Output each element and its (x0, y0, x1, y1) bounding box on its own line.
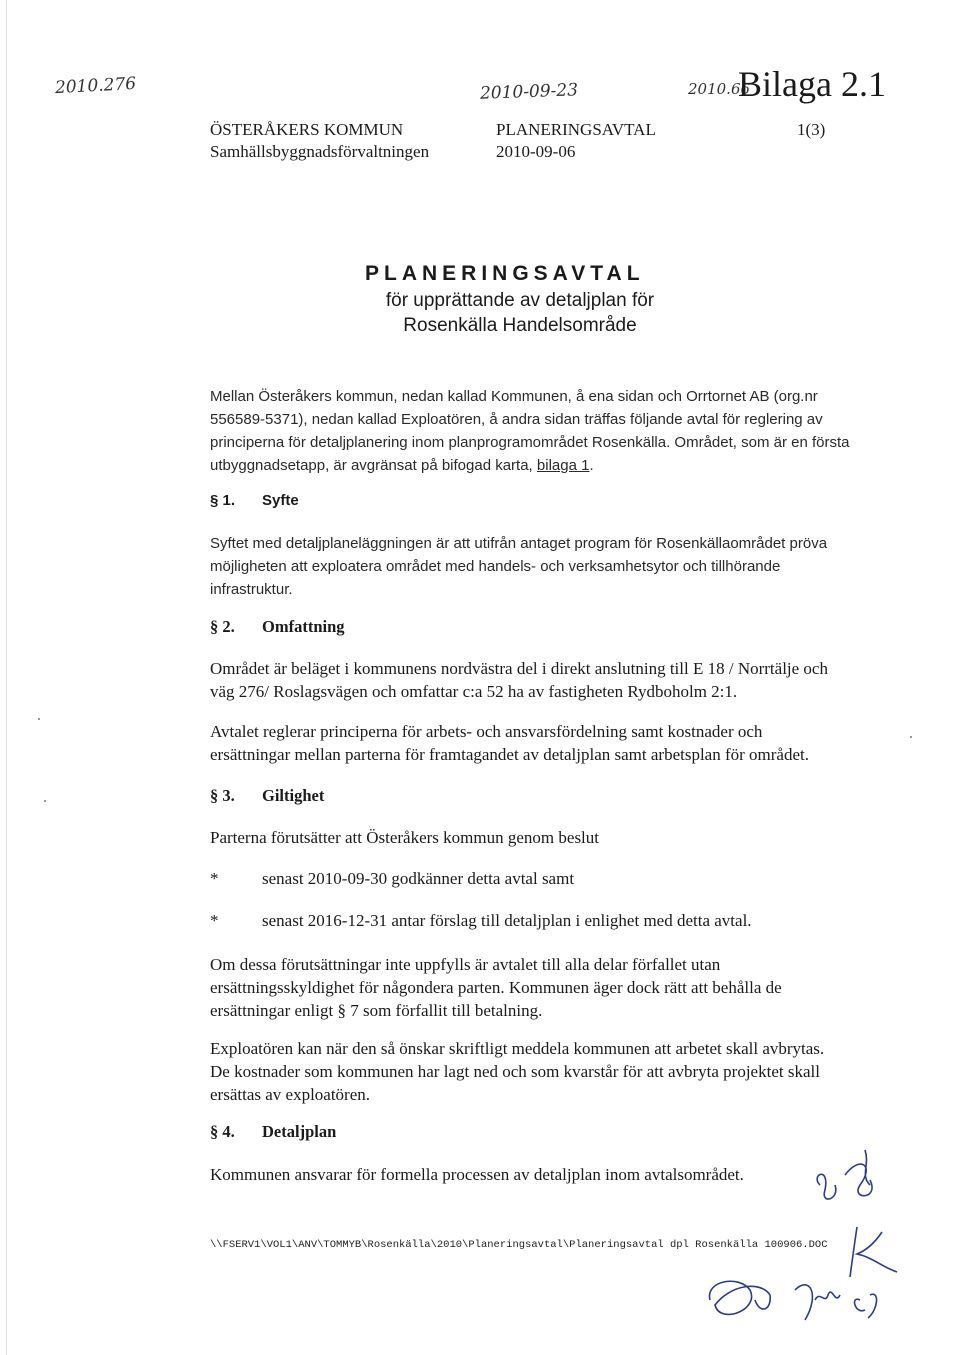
scan-edge (6, 0, 7, 1355)
bullet-marker: * (210, 869, 219, 888)
page-number: 1(3) (797, 120, 826, 139)
initials-signature-top (800, 1145, 890, 1225)
section-3-bullet-1: senast 2010-09-30 godkänner detta avtal samt (262, 869, 575, 888)
section-3-paragraph-2: Om dessa förutsättningar inte uppfylls är avtalet till alla delar förfallet utan ersättningsskyldighet för någondera parten. Kommunen äger dock rätt att behålla de ersättningar enligt § 7 som förfallit till betalning. (210, 955, 782, 1020)
section-2-heading: § 2. Omfattning (210, 617, 345, 636)
section-3-heading: § 3. Giltighet (210, 786, 325, 805)
document-subtitle-area: Rosenkälla Handelsområde (403, 315, 637, 336)
section-2-paragraph-2: Avtalet reglerar principerna för arbets- och ansvarsfördelning samt kostnader och ersättningar mellan parterna för framtagandet av detaljplan samt arbetsplan för området. (210, 722, 809, 764)
intro-paragraph: Mellan Österåkers kommun, nedan kallad Kommunen, å ena sidan och Orrtornet AB (org.nr 556589-5371), nedan kallad Exploatören, å andra sidan träffas följande avtal för reglering av principerna för detaljplanering inom planprogramområdet Rosenkälla. Området, som är en första utbyggnadsetapp, är avgränsat på bifogad karta, bilaga 1. (210, 388, 850, 474)
document-subtitle: för upprättande av detaljplan för (385, 290, 655, 311)
handwritten-annotation-left: 2010.276 (54, 73, 137, 99)
signature-bottom (700, 1260, 900, 1335)
handwritten-annotation-right: 2010.66 (688, 80, 751, 98)
section-1-heading: § 1. Syfte (210, 492, 299, 509)
section-3-paragraph-1: Parterna förutsätter att Österåkers kommun genom beslut (210, 828, 599, 847)
document-title: PLANERINGSAVTAL (365, 262, 645, 285)
section-2-paragraph-1: Området är beläget i kommunens nordvästra del i direkt anslutning till E 18 / Norrtälje och väg 276/ Roslagsvägen och omfattar c:a 52 ha av fastigheten Rydboholm 2:1. (210, 659, 828, 701)
section-3-paragraph-3: Exploatören kan när den så önskar skriftligt meddela kommunen att arbetet skall avbrytas. De kostnader som kommunen har lagt ned och som kvarstår för att avbryta projektet skall ersättas av exploatören. (210, 1039, 825, 1104)
section-3-bullet-2: senast 2016-12-31 antar förslag till detaljplan i enlighet med detta avtal. (262, 911, 752, 930)
section-4-paragraph: Kommunen ansvarar för formella processen av detaljplan inom avtalsområdet. (210, 1165, 744, 1184)
section-4-heading: § 4. Detaljplan (210, 1122, 337, 1141)
section-1-paragraph: Syftet med detaljplaneläggningen är att utifrån antaget program för Rosenkällaområdet pröva möjligheten att exploatera området med handels- och verksamhetsytor och tillhörande infrastruktur. (210, 535, 828, 598)
handwritten-annotation-date: 2010-09-23 (479, 80, 579, 104)
bilaga-label: Bilaga 2.1 (738, 64, 886, 104)
bilaga-1-reference: bilaga 1 (536, 457, 590, 474)
bullet-marker: * (210, 911, 219, 930)
org-department: Samhällsbyggnadsförvaltningen (210, 142, 430, 161)
file-path-footer: \\FSERV1\VOL1\ANV\TOMMYB\Rosenkälla\2010\Planeringsavtal\Planeringsavtal dpl Rosenkälla 100906.DOC (210, 1239, 828, 1251)
org-name: ÖSTERÅKERS KOMMUN (210, 120, 404, 139)
scan-speck (44, 800, 46, 802)
document-date: 2010-09-06 (496, 142, 576, 161)
document-type: PLANERINGSAVTAL (496, 120, 656, 139)
scan-speck (38, 718, 40, 720)
scan-speck (910, 736, 912, 738)
